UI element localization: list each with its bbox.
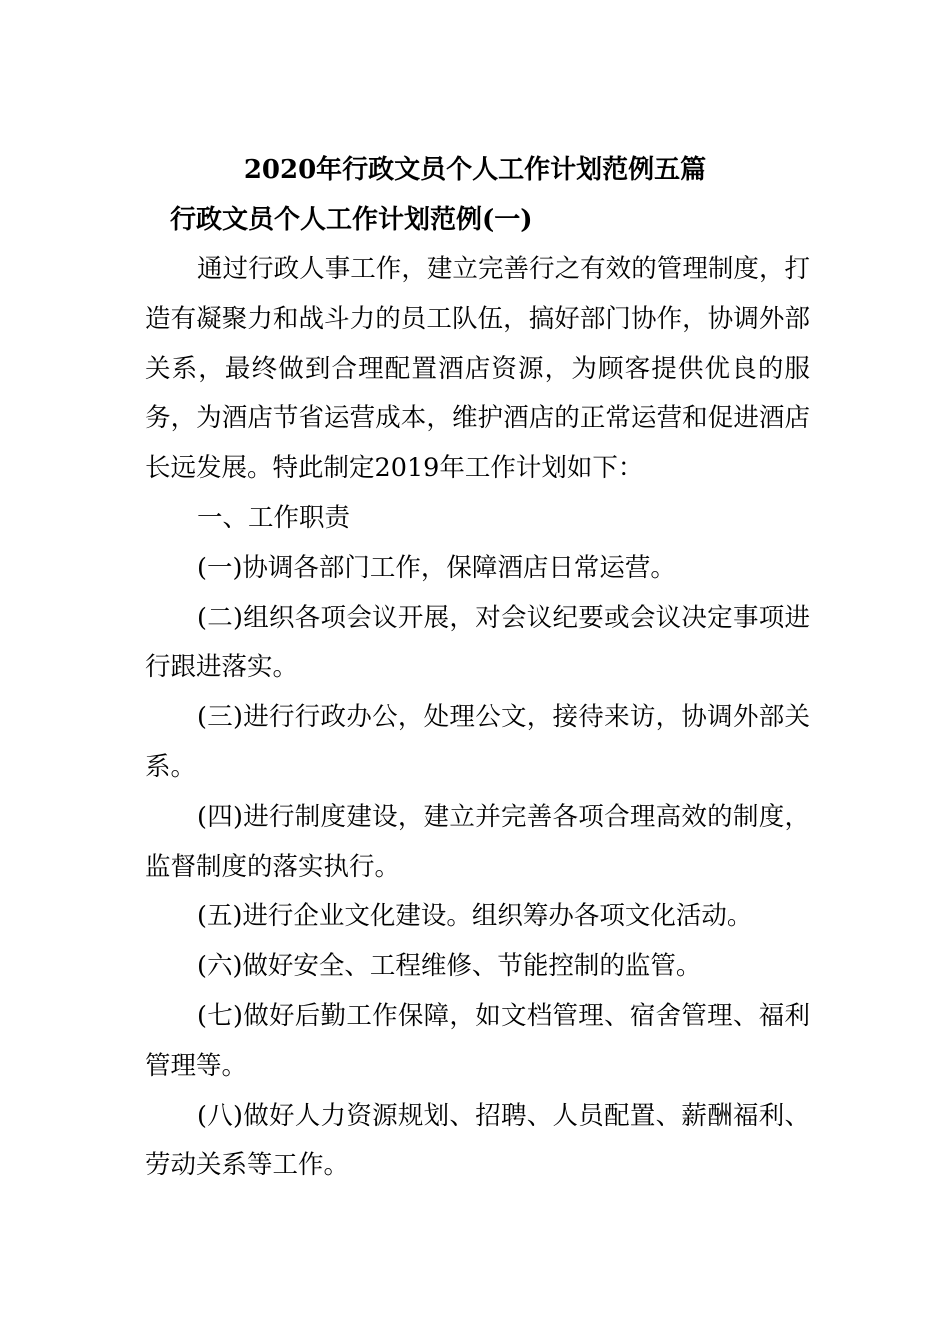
duty-item-2: (二)组织各项会议开展，对会议纪要或会议决定事项进行跟进落实。	[145, 602, 810, 683]
duty-item-7: (七)做好后勤工作保障，如文档管理、宿舍管理、福利管理等。	[145, 1000, 810, 1081]
duty-item-5: (五)进行企业文化建设。组织筹办各项文化活动。	[197, 901, 753, 932]
duty-item-6: (六)做好安全、工程维修、节能控制的监管。	[197, 951, 702, 982]
intro-paragraph: 通过行政人事工作，建立完善行之有效的管理制度，打造有凝聚力和战斗力的员工队伍，搞好部门协作，协调外部关系，最终做到合理配置酒店资源，为顾客提供优良的服务，为酒店节省运营成本，维护酒店的正常运营和促进酒店长远发展。特此制定2019年工作计划如下：	[145, 254, 810, 484]
document-body	[145, 245, 810, 1191]
section-title: 行政文员个人工作计划范例(一)	[170, 205, 533, 235]
duty-item-3: (三)进行行政办公，处理公文，接待来访，协调外部关系。	[145, 702, 810, 782]
duty-item-4: (四)进行制度建设，建立并完善各项合理高效的制度，监督制度的落实执行。	[145, 801, 810, 882]
duty-item-8: (八)做好人力资源规划、招聘、人员配置、薪酬福利、劳动关系等工作。	[145, 1100, 810, 1181]
duty-item-1: (一)协调各部门工作，保障酒店日常运营。	[197, 552, 676, 583]
document-title: 2020年行政文员个人工作计划范例五篇	[243, 155, 707, 185]
heading-work-duties: 一、工作职责	[197, 502, 351, 533]
